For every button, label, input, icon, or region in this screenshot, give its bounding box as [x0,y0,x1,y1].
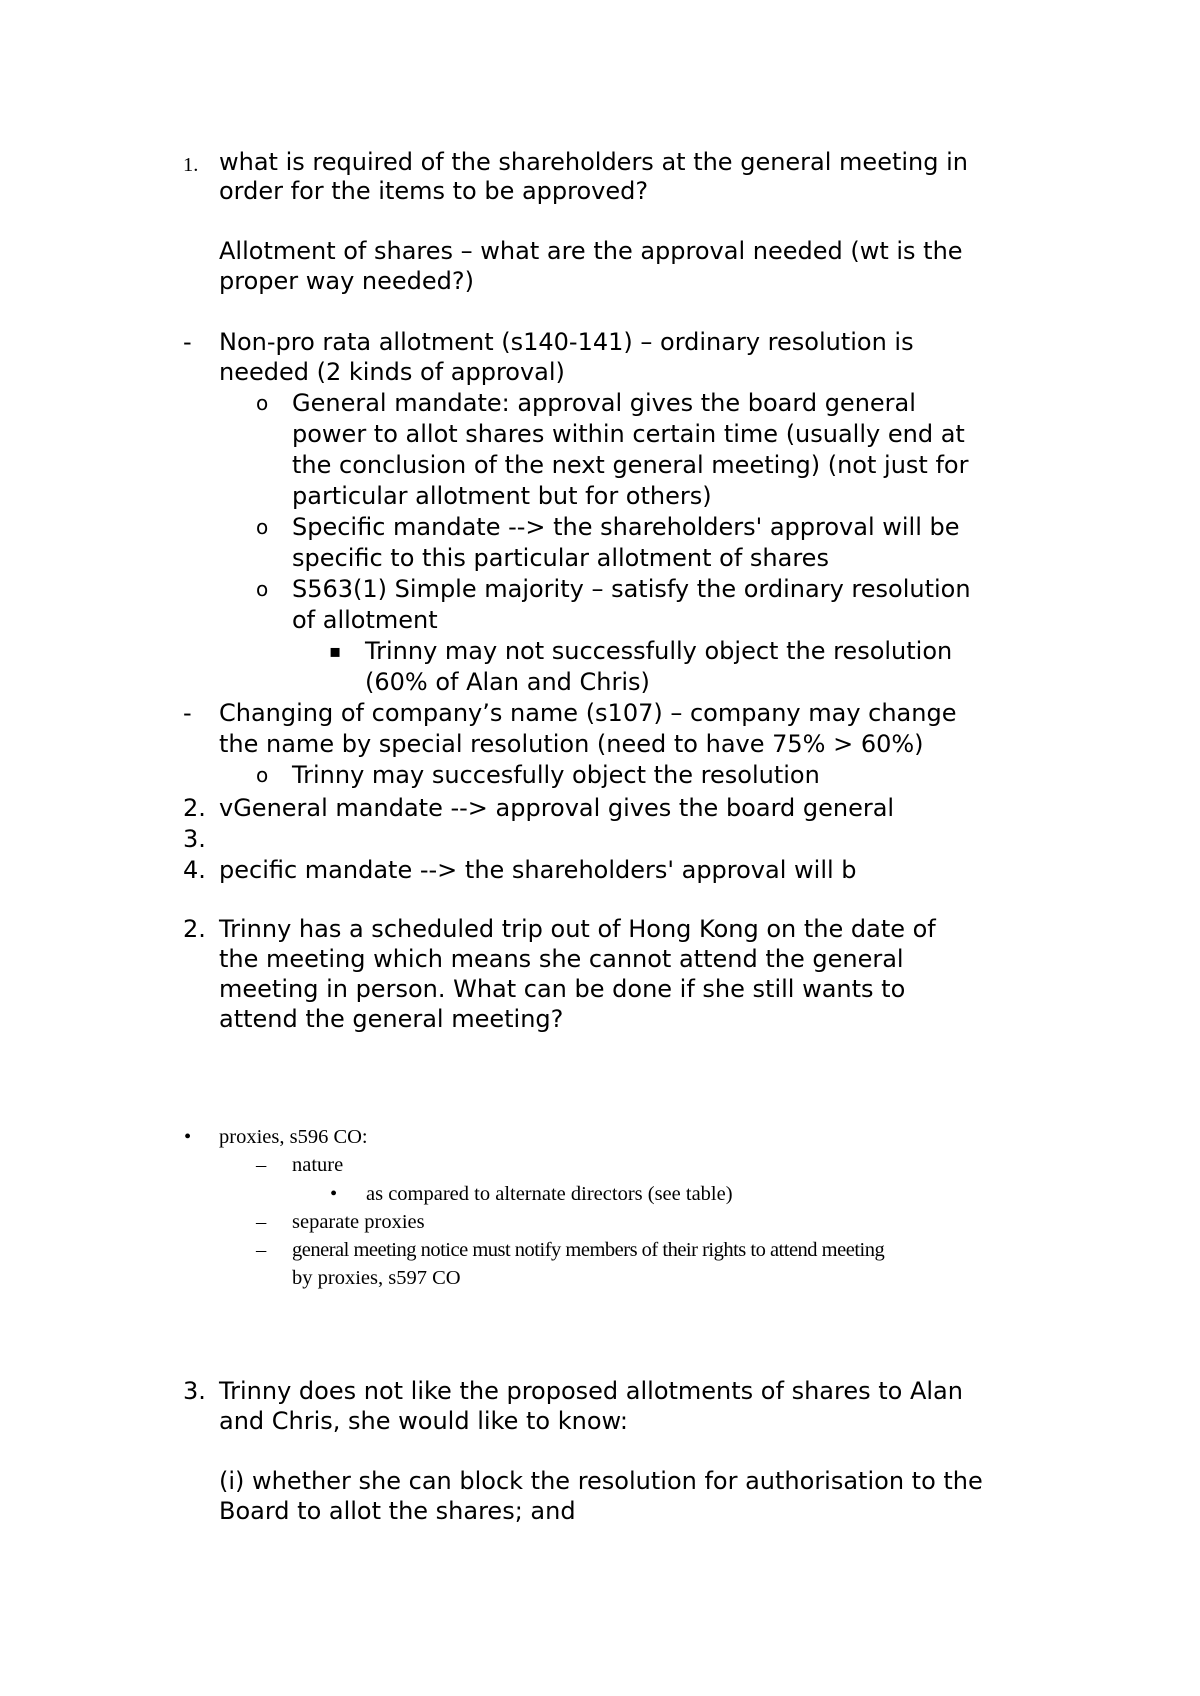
list-item-text: particular allotment but for others) [292,482,712,510]
dash-marker: – [256,1154,267,1176]
square-bullet-icon: ▪ [329,641,342,662]
list-item-text: General mandate: approval gives the board general [292,389,916,417]
list-item-text: vGeneral mandate --> approval gives the board general [219,794,895,822]
question-number: 3. [183,1377,206,1405]
dash-marker: – [256,1211,267,1233]
notes-item: as compared to alternate directors (see table) [366,1183,733,1205]
question-text: Trinny does not like the proposed allotments of shares to Alan [219,1377,963,1405]
notes-item: separate proxies [292,1211,425,1233]
list-item-text: Trinny may not successfully object the resolution [365,637,953,665]
list-item-text: of allotment [292,606,438,634]
notes-item: general meeting notice must notify members of their rights to attend meeting [292,1239,885,1261]
list-item-text: pecific mandate --> the shareholders' approval will b [219,856,857,884]
dash-marker: - [183,328,192,356]
list-item-text: Specific mandate --> the shareholders' approval will be [292,513,960,541]
circle-bullet-icon: o [256,391,269,415]
question-text: Trinny has a scheduled trip out of Hong Kong on the date of [219,915,936,943]
dash-marker: – [256,1239,267,1261]
question-text: attend the general meeting? [219,1005,564,1033]
list-item-text: power to allot shares within certain time (usually end at [292,420,965,448]
allotment-heading: Allotment of shares – what are the approval needed (wt is the [219,237,963,265]
question-text: meeting in person. What can be done if she still wants to [219,975,906,1003]
notes-item: by proxies, s597 CO [292,1267,461,1289]
allotment-heading: proper way needed?) [219,267,474,295]
question-text: and Chris, she would like to know: [219,1407,628,1435]
notes-item: nature [292,1154,344,1176]
question-subitem: (i) whether she can block the resolution for authorisation to the [219,1467,983,1495]
circle-bullet-icon: o [256,515,269,539]
question-number: 1. [183,154,199,176]
question-text: the meeting which means she cannot attend the general [219,945,904,973]
list-number: 3. [183,825,206,853]
list-item-text: S563(1) Simple majority – satisfy the ordinary resolution [292,575,971,603]
question-text: what is required of the shareholders at the general meeting in [219,148,968,176]
circle-bullet-icon: o [256,577,269,601]
circle-bullet-icon: o [256,763,269,787]
list-item-text: the conclusion of the next general meeting) (not just for [292,451,969,479]
bullet-icon: • [184,1126,192,1148]
dash-marker: - [183,699,192,727]
question-subitem: Board to allot the shares; and [219,1497,576,1525]
list-item-text: the name by special resolution (need to have 75% > 60%) [219,730,924,758]
question-text: order for the items to be approved? [219,177,649,205]
list-item-text: needed (2 kinds of approval) [219,358,565,386]
question-number: 2. [183,915,206,943]
list-item-text: (60% of Alan and Chris) [365,668,650,696]
list-item-text: specific to this particular allotment of shares [292,544,829,572]
list-item-text: Trinny may succesfully object the resolution [292,761,820,789]
list-item-text: Changing of company’s name (s107) – company may change [219,699,957,727]
bullet-icon: • [330,1183,338,1205]
list-number: 4. [183,856,206,884]
notes-heading: proxies, s596 CO: [219,1126,368,1148]
list-number: 2. [183,794,206,822]
list-item-text: Non-pro rata allotment (s140-141) – ordinary resolution is [219,328,914,356]
